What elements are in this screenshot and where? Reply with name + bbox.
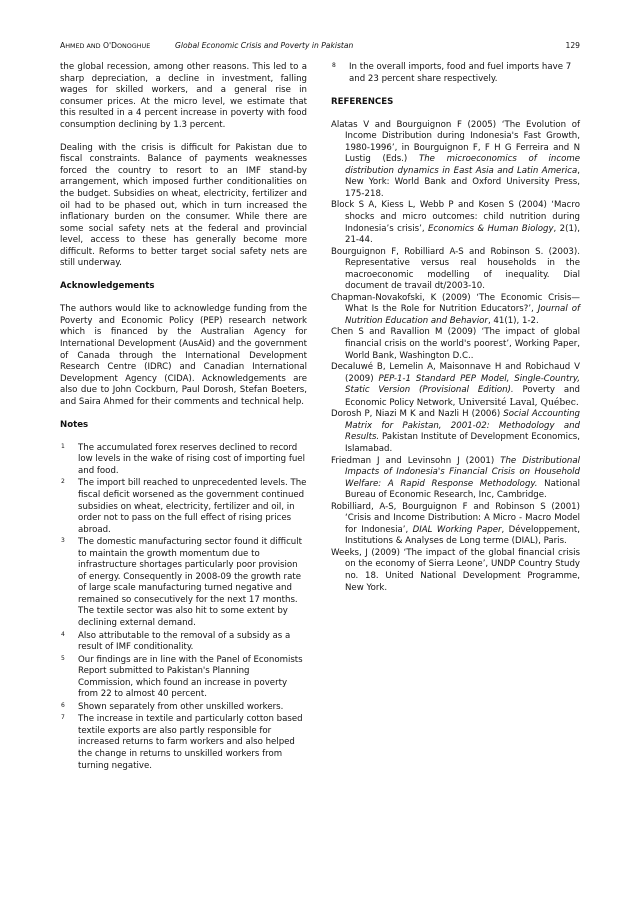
notes-heading: Notes bbox=[60, 419, 89, 430]
reference-title: DIAL Working Paper bbox=[412, 524, 502, 535]
author-initial: A bbox=[60, 41, 66, 50]
reference-title: PEP-1-1 Standard PEP Model, Single-Country, Static Version (Provisional Edition). bbox=[345, 373, 581, 396]
note-number: 4 bbox=[61, 630, 65, 638]
note-text: The domestic manufacturing sector found it difficult to maintain the growth momentum due to infrastructure shortages particularly poor provision of energy. Consequently in 2008-09 the growth rate of large scale manufacturing turned negative and remained so consecutively for the next 17 months. The textile sector was also hit to some extent by declining external demand. bbox=[78, 537, 303, 629]
note-number: 2 bbox=[61, 478, 65, 486]
reference-item bbox=[331, 247, 580, 293]
reference-text: Chapman-Novakofski, K (2009) ‘The Economic Crisis—What Is the Role for Nutrition Educators?’, bbox=[331, 292, 580, 315]
note-text: Also attributable to the removal of a subsidy as a result of IMF conditionality. bbox=[78, 630, 291, 653]
reference-text: , 41(1), 1-2. bbox=[487, 315, 539, 326]
note-item bbox=[60, 537, 307, 629]
reference-text: Pakistan Institute of Development Economics, Islamabad. bbox=[345, 432, 580, 454]
note-item bbox=[331, 62, 580, 85]
note-item bbox=[60, 478, 307, 536]
right-column bbox=[331, 62, 580, 594]
author-initial: O'D bbox=[103, 41, 117, 50]
reference-text: Friedman J and Levinsohn J (2001) bbox=[331, 455, 501, 466]
note-number: 1 bbox=[61, 442, 65, 450]
note-item bbox=[60, 714, 307, 772]
note-text: The accumulated forex reserves declined to record low levels in the wake of rising cost of importing fuel and food. bbox=[78, 442, 305, 476]
page-number: 129 bbox=[565, 41, 580, 50]
reference-item bbox=[331, 200, 580, 246]
note-item bbox=[60, 655, 307, 701]
reference-text: Block S A, Kiess L, Webb P and Kosen S (2004) ‘Macro shocks and micro outcomes: child nutrition during Indonesia’s crisis’, bbox=[331, 200, 580, 234]
reference-title: Economics & Human Biology bbox=[427, 223, 554, 234]
notes-list-continued bbox=[331, 62, 580, 85]
reference-item bbox=[331, 456, 580, 502]
reference-text: Poverty and Economic Policy Network, bbox=[345, 385, 580, 408]
author-rest: ONOGHUE bbox=[116, 42, 151, 50]
reference-item bbox=[331, 120, 580, 201]
reference-text: Weeks, J (2009) ‘The impact of the global financial crisis on the economy of Sierra Leone’, UNDP Country Study no. 18. United National Development Programme, New York. bbox=[331, 547, 580, 593]
note-item bbox=[60, 631, 307, 654]
reference-title: The Distributional Impacts of Indonesia's Financial Crisis on Household Welfare: A Rapid Response Methodology. bbox=[345, 455, 580, 489]
reference-text: , New York: World Bank and Oxford University Press, 175-218. bbox=[345, 165, 580, 199]
body-paragraph: the global recession, among other reasons. This led to a sharp depreciation, a decline in investment, falling wages for skilled workers, and a general rise in consumer prices. At the micro level, we estimate that this resulted in a 4 percent increase in poverty with food consumption declining by 1.3 percent. bbox=[60, 62, 307, 130]
note-text: Our findings are in line with the Panel of Economists Report submitted to Pakistan's Planning Commission, which found an increase in poverty from 22 to almost 40 percent. bbox=[78, 654, 303, 700]
reference-text: Dorosh P, Niazi M K and Nazli H (2006) bbox=[331, 409, 504, 420]
reference-title: Social Accounting Matrix for Pakistan, 2001-02: Methodology and Results. bbox=[345, 409, 580, 443]
reference-item bbox=[331, 293, 580, 328]
running-header-title: Global Economic Crisis and Poverty in Pakistan bbox=[175, 41, 354, 50]
reference-text: Alatas V and Bourguignon F (2005) ‘The Evolution of Income Distribution during Indonesia's Fast Growth, 1980-1996’, in Bourguignon F, F H G Ferreira and N Lustig (Eds.) bbox=[331, 119, 580, 165]
note-text: The increase in textile and particularly cotton based textile exports are also partly responsible for increased returns to farm workers and also helped the change in returns to unskilled workers from turning negative. bbox=[78, 714, 303, 771]
note-text: Shown separately from other unskilled workers. bbox=[78, 701, 284, 712]
references-list bbox=[331, 120, 580, 594]
reference-text: Robilliard, A-S, Bourguignon F and Robinson S (2001) ‘Crisis and Income Distribution: A Micro - Macro Model for Indonesia’, bbox=[331, 501, 580, 535]
reference-item bbox=[331, 327, 580, 362]
reference-text: , Développement, Institutions & Analyses de Long terme (DIAL), Paris. bbox=[345, 524, 581, 547]
note-number: 6 bbox=[61, 701, 65, 709]
reference-text: Bourguignon F, Robilliard A-S and Robinson S. (2003). Representative versus real households in the macroeconomic modelling of inequality. Dial document de travail dt/2003-10. bbox=[331, 246, 580, 292]
reference-text: Université Laval, Québec. bbox=[458, 396, 579, 408]
note-number: 7 bbox=[61, 714, 65, 722]
note-number: 5 bbox=[61, 654, 65, 662]
note-item bbox=[60, 702, 307, 714]
note-text: In the overall imports, food and fuel imports have 7 and 23 percent share respectively. bbox=[349, 62, 572, 84]
reference-title: Journal of Nutrition Education and Behavior bbox=[345, 304, 581, 326]
reference-text: National Bureau of Economic Research, Inc, Cambridge. bbox=[345, 478, 580, 501]
running-header-authors bbox=[60, 41, 150, 51]
reference-item bbox=[331, 409, 580, 455]
left-column bbox=[60, 62, 307, 772]
reference-text: Chen S and Ravallion M (2009) ‘The impact of global financial crisis on the world's poorest’, Working Paper, World Bank, Washington D.C.. bbox=[331, 327, 580, 361]
note-number: 3 bbox=[61, 537, 65, 545]
reference-text: Decaluwé B, Lemelin A, Maisonnave H and Robichaud V (2009) bbox=[331, 362, 580, 384]
reference-title: The microeconomics of income distribution dynamics in East Asia and Latin America bbox=[345, 154, 580, 176]
notes-list bbox=[60, 443, 307, 772]
note-number: 8 bbox=[332, 62, 336, 69]
body-paragraph: Dealing with the crisis is difficult for Pakistan due to fiscal constraints. Balance of payments weaknesses forced the country to resort to an IMF stand-by arrangement, which imposed further conditionalities on the budget. Subsidies on wheat, electricity, fertilizer and oil had to be phased out, which in turn increased the inflationary burden on the consumer. While there are some social safety nets at the federal and provincial level, access to these has generally become more difficult. Reforms to better target social safety nets are still underway. bbox=[60, 142, 307, 269]
note-item bbox=[60, 443, 307, 478]
acknowledgements-text: The authors would like to acknowledge funding from the Poverty and Economic Policy (PEP) research network which is financed by the Australian Agency for International Development (AusAid) and the government of Canada through the International Development Research Centre (IDRC) and Canadian International Development Agency (CIDA). Acknowledgements are also due to John Cockburn, Paul Dorosh, Stefan Boeters, and Saira Ahmed for their comments and technical help. bbox=[60, 304, 307, 407]
reference-item bbox=[331, 548, 580, 594]
acknowledgements-heading: Acknowledgements bbox=[60, 281, 155, 292]
author-rest: HMED AND bbox=[65, 42, 101, 50]
references-heading: REFERENCES bbox=[331, 96, 394, 107]
reference-text: , 2(1), 21-44. bbox=[345, 223, 580, 246]
note-text: The import bill reached to unprecedented levels. The fiscal deficit worsened as the government continued subsidies on wheat, electricity, fertilizer and oil, in order not to pass on the full effect of rising prices abroad. bbox=[78, 478, 307, 535]
reference-item bbox=[331, 362, 580, 409]
reference-item bbox=[331, 502, 580, 548]
